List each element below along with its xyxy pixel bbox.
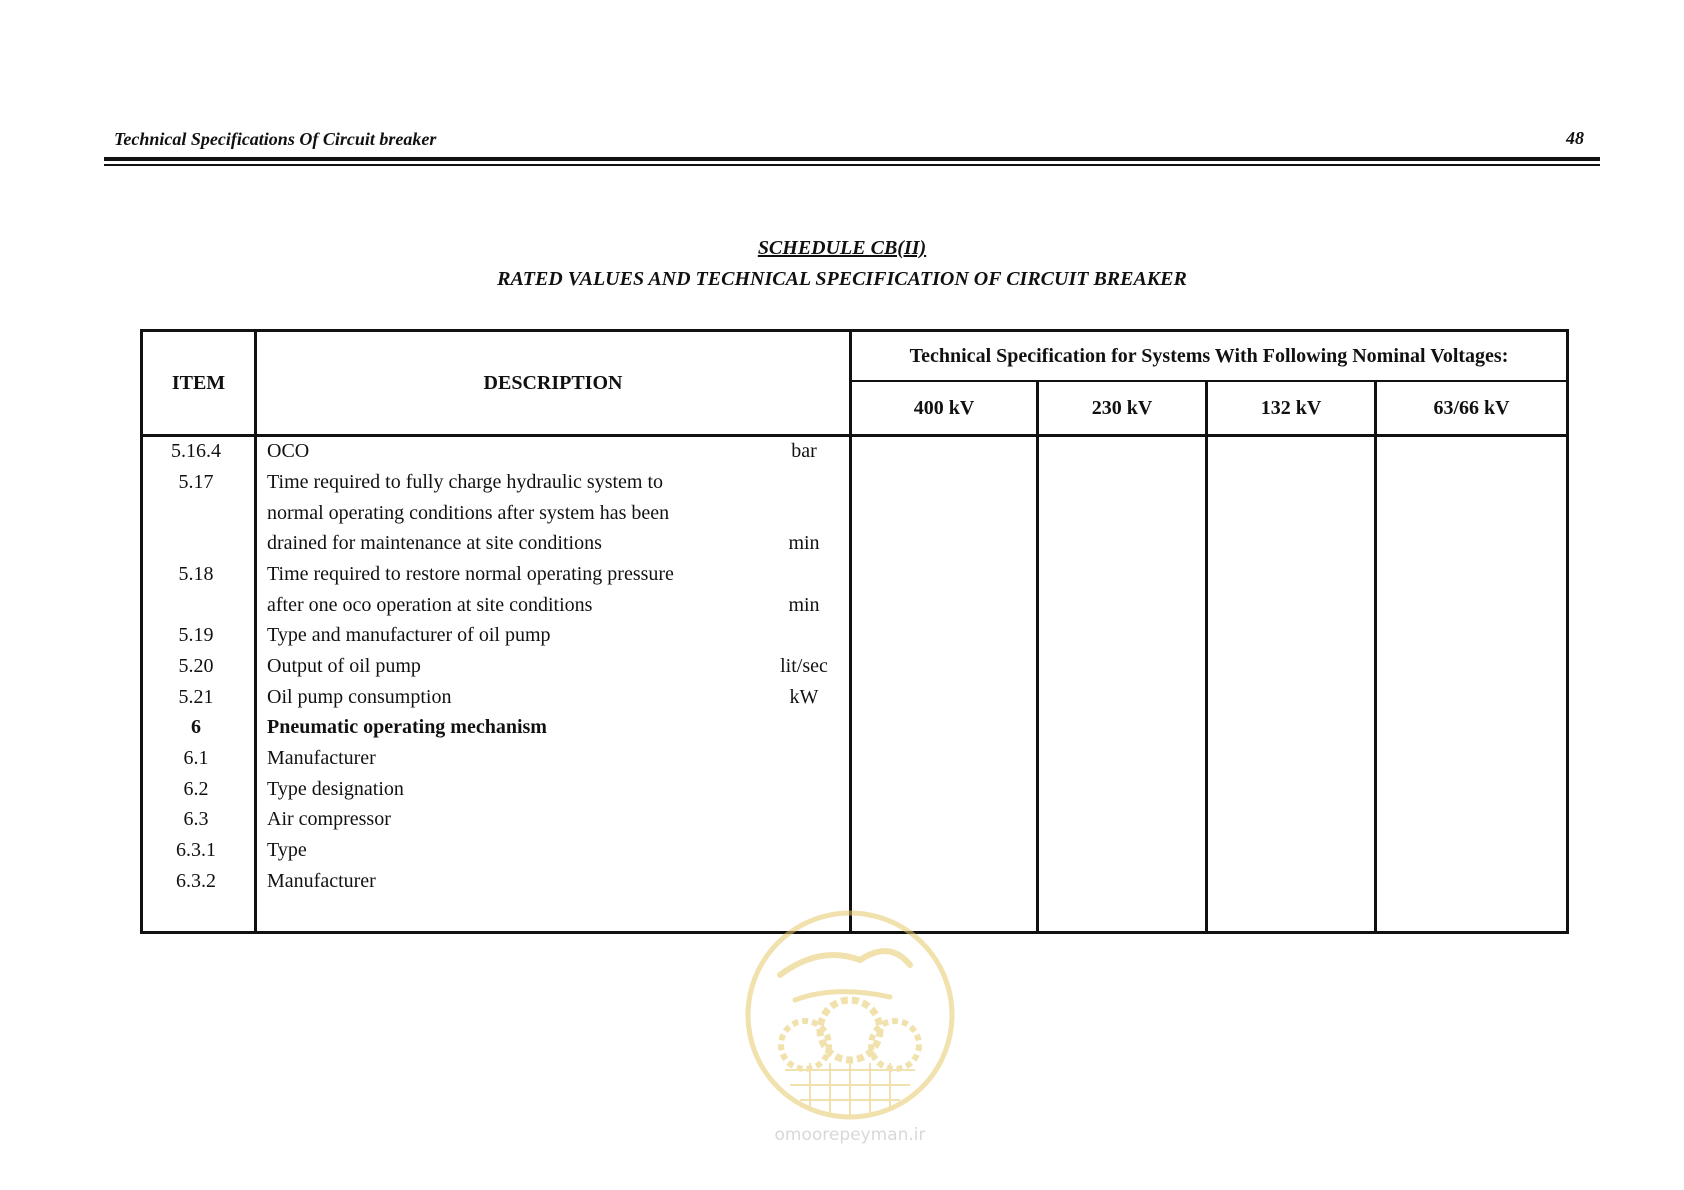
schedule-title: SCHEDULE CB(II) xyxy=(757,237,927,259)
row-description: Type and manufacturer of oil pump xyxy=(267,624,551,646)
row-unit: lit/sec xyxy=(780,655,828,677)
row-item-number: 5.16.4 xyxy=(171,440,221,462)
row-item-number: 5.17 xyxy=(178,471,214,493)
row-description: normal operating conditions after system has been xyxy=(267,502,670,524)
watermark-logo xyxy=(740,905,960,1145)
row-description: Time required to fully charge hydraulic system to xyxy=(267,471,664,493)
header-voltage-400kv: 400 kV xyxy=(913,396,975,419)
row-item-number: 5.18 xyxy=(178,563,214,585)
row-item-number: 5.20 xyxy=(178,655,214,677)
header-rule-thick xyxy=(104,157,1600,161)
row-description: Type designation xyxy=(267,778,404,800)
row-item-number: 6.2 xyxy=(183,778,209,800)
schedule-subtitle: RATED VALUES AND TECHNICAL SPECIFICATION OF CIRCUIT BREAKER xyxy=(497,268,1187,290)
row-description: Output of oil pump xyxy=(267,655,421,677)
header-voltage-230kv: 230 kV xyxy=(1091,396,1153,419)
row-unit: bar xyxy=(791,440,817,462)
row-description: Manufacturer xyxy=(267,870,376,892)
col-divider-230kv xyxy=(1205,380,1208,934)
page-header-title: Technical Specifications Of Circuit breaker xyxy=(114,129,437,149)
watermark-text: omoorepeyman.ir xyxy=(774,1125,926,1145)
row-description: Type xyxy=(267,839,307,861)
row-description: Manufacturer xyxy=(267,747,376,769)
header-item: ITEM xyxy=(171,371,226,394)
row-unit: min xyxy=(788,594,820,616)
section-heading: Pneumatic operating mechanism xyxy=(267,716,547,738)
row-description: drained for maintenance at site conditions xyxy=(267,532,602,554)
row-item-number: 6.3.2 xyxy=(176,870,216,892)
row-item-number: 6.3 xyxy=(183,808,209,830)
header-voltage-132kv: 132 kV xyxy=(1260,396,1322,419)
page-number: 48 xyxy=(1566,128,1584,148)
row-item-number: 5.21 xyxy=(178,686,214,708)
section-item-number: 6 xyxy=(191,716,201,738)
row-description: Time required to restore normal operating pressure xyxy=(267,563,674,585)
row-unit: kW xyxy=(789,686,819,708)
header-rule-thin xyxy=(104,164,1600,166)
col-divider-132kv xyxy=(1374,380,1377,934)
row-description: OCO xyxy=(267,440,310,462)
header-voltage-63-66kv: 63/66 kV xyxy=(1433,396,1510,419)
row-item-number: 6.3.1 xyxy=(176,839,216,861)
header-description: DESCRIPTION xyxy=(483,371,623,394)
row-description: after one oco operation at site conditions xyxy=(267,594,593,616)
row-description: Oil pump consumption xyxy=(267,686,452,708)
watermark-seal-icon xyxy=(740,905,960,1120)
row-item-number: 5.19 xyxy=(178,624,214,646)
col-divider-400kv xyxy=(1036,380,1039,934)
row-item-number: 6.1 xyxy=(183,747,209,769)
header-spec-group: Technical Specification for Systems With Following Nominal Voltages: xyxy=(909,344,1509,367)
row-unit: min xyxy=(788,532,820,554)
row-description: Air compressor xyxy=(267,808,391,830)
